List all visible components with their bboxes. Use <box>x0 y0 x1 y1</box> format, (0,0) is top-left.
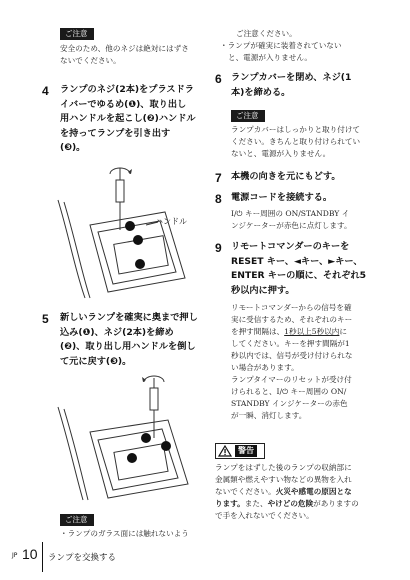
step-6-text: ランプカバーを閉め、ネジ(1 本)を締める。 <box>231 72 352 98</box>
caution-text-3: ランプカバーはしっかりと取り付けて ください。きちんと取り付けられてい ないと、電源が入りません。 <box>231 125 361 158</box>
step-4-text: ランプのネジ(2本)をプラスドラ イバーでゆるめ(❶)、取り出し 用ハンドルを起こし(❷)ハンドル を持ってランプを引き出す (❸)。 <box>60 84 196 154</box>
step-5-text: 新しいランプを確実に奥まで押し 込み(❶)、ネジ(2本)を締め (❷)、取り出し用ハンドルを倒し て元に戻す(❸)。 <box>60 312 198 367</box>
step-9-number: 9 <box>215 241 222 255</box>
page-number: 10 <box>22 546 38 562</box>
underlined-interval: 1秒以上5秒以内 <box>284 327 340 336</box>
step-5-number: 5 <box>42 312 49 326</box>
step-7-number: 7 <box>215 171 222 185</box>
caution-badge-2: ご注意 <box>60 514 94 526</box>
footer-jp: JP <box>12 552 18 559</box>
caution-text-2: ・ランプのガラス面には触れないよう <box>60 529 189 538</box>
handle-label: ハンドル <box>155 217 187 226</box>
caution-badge-1: ご注意 <box>60 28 94 40</box>
step-4-number: 4 <box>42 84 49 98</box>
warning-badge <box>215 443 265 459</box>
step-9-text: リモートコマンダーのキーを RESET キー、◄キー、►キー、 ENTER キーの順に、それぞれ5 秒以内に押す。 <box>231 241 367 296</box>
step-7-text: 本機の向きを元にもどす。 <box>231 171 341 182</box>
warning-triangle-icon <box>218 445 232 457</box>
step-8-number: 8 <box>215 192 222 206</box>
warning-label: 警告 <box>235 445 257 457</box>
lamp-install-illustration <box>50 372 200 502</box>
step-8-title: 電源コードを接続する。 <box>231 192 333 203</box>
warning-text: ランプをはずした後のランプの収納部に 金属類や燃えやすい物などの異物を入れ ないでください。火災や感電の原因とな ります。また、やけどの危険がありますの で手を入れないでください。 <box>215 463 359 520</box>
caution-continued: ご注意ください。 ・ランプが確実に装着されていない と、電源が入りません。 <box>220 29 342 62</box>
caution-text-1: 安全のため、他のネジは絶対にはずさ ないでください。 <box>60 44 189 65</box>
footer-divider <box>42 542 43 572</box>
step-8-body: I/⏻ キー周囲の ON/STANDBY イ ンジケーターが赤色に点灯します。 <box>231 209 352 230</box>
lamp-removal-illustration <box>50 160 200 300</box>
step-6-number: 6 <box>215 72 222 86</box>
step-9-body: リモートコマンダーからの信号を確 実に受信するため、それぞれのキー を押す間隔は、1秒以上5秒以内に してください。キーを押す間隔が1 秒以内では、信号が受け付けられな い場合があります。 ランプタイマーのリセットが受け付 けられると、I/⏻ キー周囲の ON/ STANDBY インジケーターの赤色 が一瞬、消灯します。 <box>231 303 353 420</box>
section-title: ランプを交換する <box>48 553 117 563</box>
caution-badge-3: ご注意 <box>231 110 265 122</box>
